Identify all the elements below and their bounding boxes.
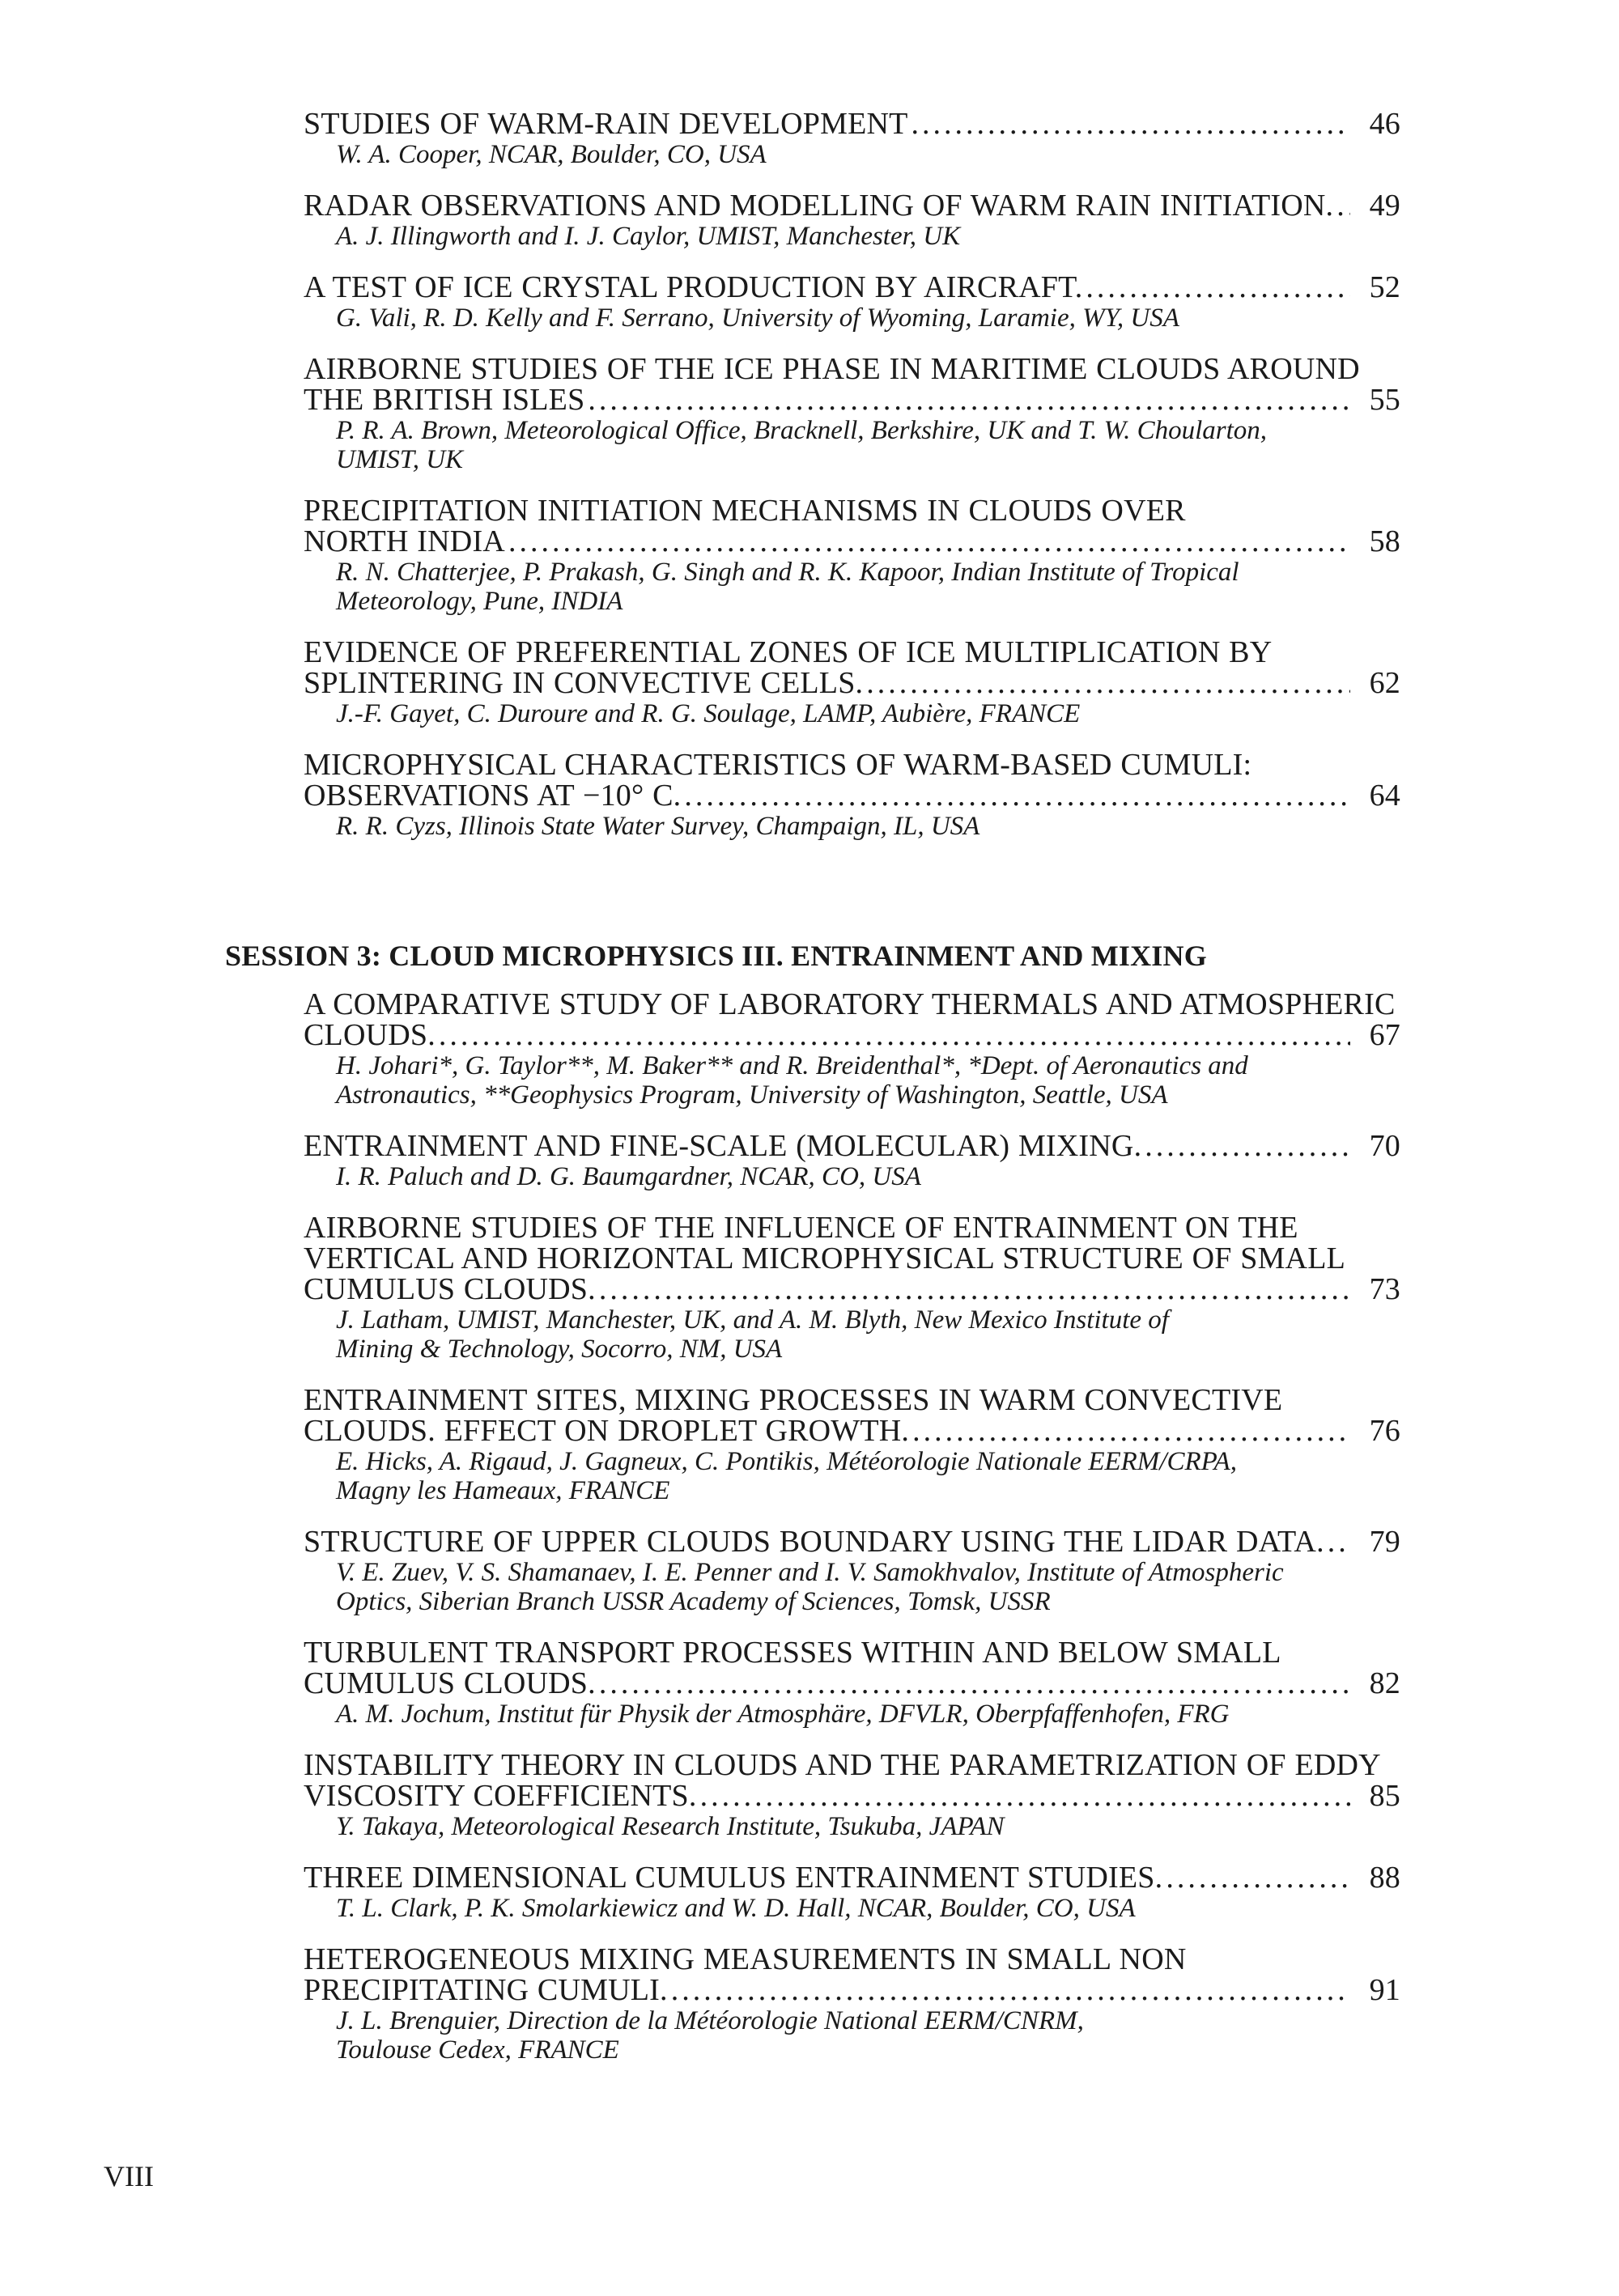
entry-author-line: P. R. A. Brown, Meteorological Office, Bracknell, Berkshire, UK and T. W. Choularton,	[336, 416, 1268, 445]
entry-author-line: Magny les Hameaux, FRANCE	[336, 1476, 670, 1505]
entry-page-number: 52	[1369, 270, 1400, 304]
toc-entry	[304, 989, 1400, 1110]
entry-authors	[304, 1894, 1400, 1923]
entry-author-line: J. Latham, UMIST, Manchester, UK, and A. M. Blyth, New Mexico Institute of	[336, 1305, 1169, 1335]
entry-authors	[304, 140, 1400, 169]
entry-author-line: Mining & Technology, Socorro, NM, USA	[336, 1335, 783, 1364]
toc-entry	[304, 637, 1400, 728]
toc-entry	[304, 1750, 1400, 1841]
entry-title	[304, 1212, 1400, 1305]
entry-author-line: G. Vali, R. D. Kelly and F. Serrano, University of Wyoming, Laramie, WY, USA	[336, 303, 1179, 333]
dot-leader	[700, 1780, 1350, 1811]
entry-page-number: 88	[1369, 1861, 1400, 1895]
entry-author-line: A. M. Jochum, Institut für Physik der Atmosphäre, DFVLR, Oberpfaffenhofen, FRG	[336, 1700, 1230, 1729]
entry-title-line: AIRBORNE STUDIES OF THE INFLUENCE OF ENTRAINMENT ON THE	[304, 1211, 1298, 1245]
entry-title-text: CLOUDS.	[304, 1018, 436, 1052]
dot-leader	[1328, 1526, 1350, 1557]
entry-page-number: 58	[1369, 524, 1400, 558]
entry-title-text: ENTRAINMENT AND FINE-SCALE (MOLECULAR) MIXING.	[304, 1129, 1142, 1163]
entry-author-line: Y. Takaya, Meteorological Research Institute, Tsukuba, JAPAN	[336, 1812, 1005, 1841]
entry-title-line: ENTRAINMENT SITES, MIXING PROCESSES IN WARM CONVECTIVE	[304, 1383, 1283, 1417]
entry-title-text: THREE DIMENSIONAL CUMULUS ENTRAINMENT STUDIES.	[304, 1861, 1163, 1895]
entry-title-last-line	[304, 1274, 1400, 1305]
toc-entry	[304, 1862, 1400, 1923]
entry-title-last-line	[304, 668, 1400, 698]
entry-authors	[304, 416, 1400, 474]
entry-title-last-line	[304, 780, 1400, 811]
dot-leader	[599, 1668, 1350, 1699]
entry-author-line: Toulouse Cedex, FRANCE	[336, 2035, 619, 2065]
entry-author-line: Optics, Siberian Branch USSR Academy of Sciences, Tomsk, USSR	[336, 1587, 1051, 1616]
entry-title	[304, 637, 1400, 698]
entry-author-line: UMIST, UK	[336, 445, 464, 474]
entry-title	[304, 1862, 1400, 1893]
entry-authors	[304, 558, 1400, 616]
toc-entry	[304, 749, 1400, 841]
entry-page-number: 55	[1369, 383, 1400, 417]
entry-authors	[304, 1162, 1400, 1191]
entry-title-last-line	[304, 190, 1400, 221]
toc-entry	[304, 1385, 1400, 1505]
toc-entry	[304, 1944, 1400, 2065]
toc-entry	[304, 1212, 1400, 1364]
entry-title-line: A COMPARATIVE STUDY OF LABORATORY THERMALS AND ATMOSPHERIC	[304, 987, 1396, 1021]
entry-page-number: 67	[1369, 1018, 1400, 1052]
entry-author-line: A. J. Illingworth and I. J. Caylor, UMIST, Manchester, UK	[336, 222, 961, 251]
entry-author-line: W. A. Cooper, NCAR, Boulder, CO, USA	[336, 140, 767, 169]
entry-page-number: 62	[1369, 666, 1400, 700]
toc-entry	[304, 1526, 1400, 1616]
toc-entry	[304, 495, 1400, 616]
entry-page-number: 49	[1369, 189, 1400, 223]
entry-authors	[304, 1558, 1400, 1616]
entry-page-number: 73	[1369, 1272, 1400, 1306]
entry-page-number: 46	[1369, 107, 1400, 141]
dot-leader	[1166, 1862, 1350, 1893]
entry-page-number: 64	[1369, 779, 1400, 813]
entry-author-line: R. R. Cyzs, Illinois State Water Survey, Champaign, IL, USA	[336, 812, 980, 841]
entry-title-line: HETEROGENEOUS MIXING MEASUREMENTS IN SMALL NON	[304, 1942, 1187, 1976]
entry-title-text: PRECIPITATING CUMULI.	[304, 1973, 668, 2007]
dot-leader	[911, 108, 1350, 139]
entry-author-line: R. N. Chatterjee, P. Prakash, G. Singh and R. K. Kapoor, Indian Institute of Tropical	[336, 558, 1239, 587]
toc-entry	[304, 272, 1400, 333]
entry-author-line: H. Johari*, G. Taylor**, M. Baker** and R. Breidenthal*, *Dept. of Aeronautics and	[336, 1051, 1248, 1080]
entry-authors	[304, 1051, 1400, 1110]
entry-title-line: PRECIPITATION INITIATION MECHANISMS IN CLOUDS OVER	[304, 494, 1186, 528]
entry-author-line: E. Hicks, A. Rigaud, J. Gagneux, C. Pontikis, Météorologie Nationale EERM/CRPA,	[336, 1447, 1237, 1476]
entry-title	[304, 354, 1400, 415]
entry-title-text: CLOUDS. EFFECT ON DROPLET GROWTH.	[304, 1414, 910, 1448]
toc-list-top	[304, 108, 1400, 862]
entry-title-last-line	[304, 384, 1400, 415]
entry-title	[304, 1944, 1400, 2005]
entry-title	[304, 1637, 1400, 1699]
toc-entry	[304, 190, 1400, 251]
entry-title-last-line	[304, 1020, 1400, 1050]
entry-title-last-line	[304, 1415, 1400, 1446]
dot-leader	[588, 384, 1350, 415]
entry-title-text: VISCOSITY COEFFICIENTS.	[304, 1779, 697, 1813]
entry-page-number: 85	[1369, 1779, 1400, 1813]
entry-title-line: TURBULENT TRANSPORT PROCESSES WITHIN AND BELOW SMALL	[304, 1636, 1281, 1670]
entry-title-line: MICROPHYSICAL CHARACTERISTICS OF WARM-BASED CUMULI:	[304, 748, 1252, 782]
entry-title-last-line	[304, 1780, 1400, 1811]
entry-author-line: Meteorology, Pune, INDIA	[336, 587, 623, 616]
entry-title-line: INSTABILITY THEORY IN CLOUDS AND THE PARAMETRIZATION OF EDDY	[304, 1748, 1381, 1782]
entry-title	[304, 989, 1400, 1050]
entry-authors	[304, 699, 1400, 728]
dot-leader	[684, 780, 1350, 811]
entry-title-last-line	[304, 108, 1400, 139]
entry-title-last-line	[304, 272, 1400, 303]
entry-title	[304, 190, 1400, 221]
toc-entry	[304, 1637, 1400, 1729]
dot-leader	[508, 526, 1350, 557]
dot-leader	[1145, 1131, 1350, 1161]
entry-title-last-line	[304, 1526, 1400, 1557]
entry-page-number: 70	[1369, 1129, 1400, 1163]
entry-title	[304, 1526, 1400, 1557]
entry-title	[304, 272, 1400, 303]
page-number: VIII	[104, 2160, 154, 2192]
entry-title	[304, 108, 1400, 139]
entry-title-text: CUMULUS CLOUDS.	[304, 1272, 596, 1306]
entry-title-line: AIRBORNE STUDIES OF THE ICE PHASE IN MARITIME CLOUDS AROUND	[304, 352, 1360, 386]
entry-title-text: NORTH INDIA	[304, 524, 505, 558]
dot-leader	[671, 1975, 1350, 2005]
entry-author-line: J. L. Brenguier, Direction de la Météorologie National EERM/CNRM,	[336, 2006, 1084, 2035]
entry-page-number: 79	[1369, 1525, 1400, 1559]
entry-authors	[304, 1700, 1400, 1729]
entry-title	[304, 495, 1400, 557]
entry-title-text: CUMULUS CLOUDS.	[304, 1666, 596, 1700]
entry-title-text: OBSERVATIONS AT −10° C.	[304, 779, 682, 813]
entry-author-line: J.-F. Gayet, C. Duroure and R. G. Soulage, LAMP, Aubière, FRANCE	[336, 699, 1081, 728]
entry-title-text: STRUCTURE OF UPPER CLOUDS BOUNDARY USING THE LIDAR DATA.	[304, 1525, 1324, 1559]
dot-leader	[912, 1415, 1350, 1446]
entry-title-text: THE BRITISH ISLES	[304, 383, 585, 417]
entry-title-last-line	[304, 1862, 1400, 1893]
entry-page-number: 91	[1369, 1973, 1400, 2007]
dot-leader	[1086, 272, 1350, 303]
entry-author-line: I. R. Paluch and D. G. Baumgardner, NCAR, CO, USA	[336, 1162, 921, 1191]
entry-authors	[304, 1447, 1400, 1505]
entry-page-number: 82	[1369, 1666, 1400, 1700]
entry-title-text: STUDIES OF WARM-RAIN DEVELOPMENT	[304, 107, 908, 141]
dot-leader	[599, 1274, 1350, 1305]
toc-entry	[304, 354, 1400, 474]
entry-authors	[304, 1812, 1400, 1841]
entry-authors	[304, 1305, 1400, 1364]
entry-title-text: RADAR OBSERVATIONS AND MODELLING OF WARM RAIN INITIATION.	[304, 189, 1334, 223]
entry-title	[304, 1131, 1400, 1161]
entry-page-number: 76	[1369, 1414, 1400, 1448]
entry-authors	[304, 222, 1400, 251]
entry-author-line: T. L. Clark, P. K. Smolarkiewicz and W. D. Hall, NCAR, Boulder, CO, USA	[336, 1894, 1136, 1923]
session-heading: SESSION 3: CLOUD MICROPHYSICS III. ENTRAINMENT AND MIXING	[225, 940, 1207, 972]
toc-list-session-3	[304, 989, 1400, 2086]
entry-title	[304, 749, 1400, 811]
entry-title-last-line	[304, 1975, 1400, 2005]
entry-authors	[304, 2006, 1400, 2065]
dot-leader	[866, 668, 1350, 698]
entry-authors	[304, 303, 1400, 333]
dot-leader	[439, 1020, 1350, 1050]
entry-title	[304, 1385, 1400, 1446]
entry-title-line: EVIDENCE OF PREFERENTIAL ZONES OF ICE MULTIPLICATION BY	[304, 635, 1273, 669]
toc-entry	[304, 108, 1400, 169]
entry-title-line: VERTICAL AND HORIZONTAL MICROPHYSICAL STRUCTURE OF SMALL	[304, 1241, 1346, 1275]
toc-entry	[304, 1131, 1400, 1191]
entry-author-line: Astronautics, **Geophysics Program, University of Washington, Seattle, USA	[336, 1080, 1168, 1110]
entry-title-last-line	[304, 1668, 1400, 1699]
entry-title-last-line	[304, 1131, 1400, 1161]
entry-title	[304, 1750, 1400, 1811]
entry-title-text: SPLINTERING IN CONVECTIVE CELLS.	[304, 666, 864, 700]
entry-title-text: A TEST OF ICE CRYSTAL PRODUCTION BY AIRCRAFT.	[304, 270, 1083, 304]
entry-title-last-line	[304, 526, 1400, 557]
entry-authors	[304, 812, 1400, 841]
dot-leader	[1336, 190, 1350, 221]
entry-author-line: V. E. Zuev, V. S. Shamanaev, I. E. Penner and I. V. Samokhvalov, Institute of Atmospheric	[336, 1558, 1284, 1587]
